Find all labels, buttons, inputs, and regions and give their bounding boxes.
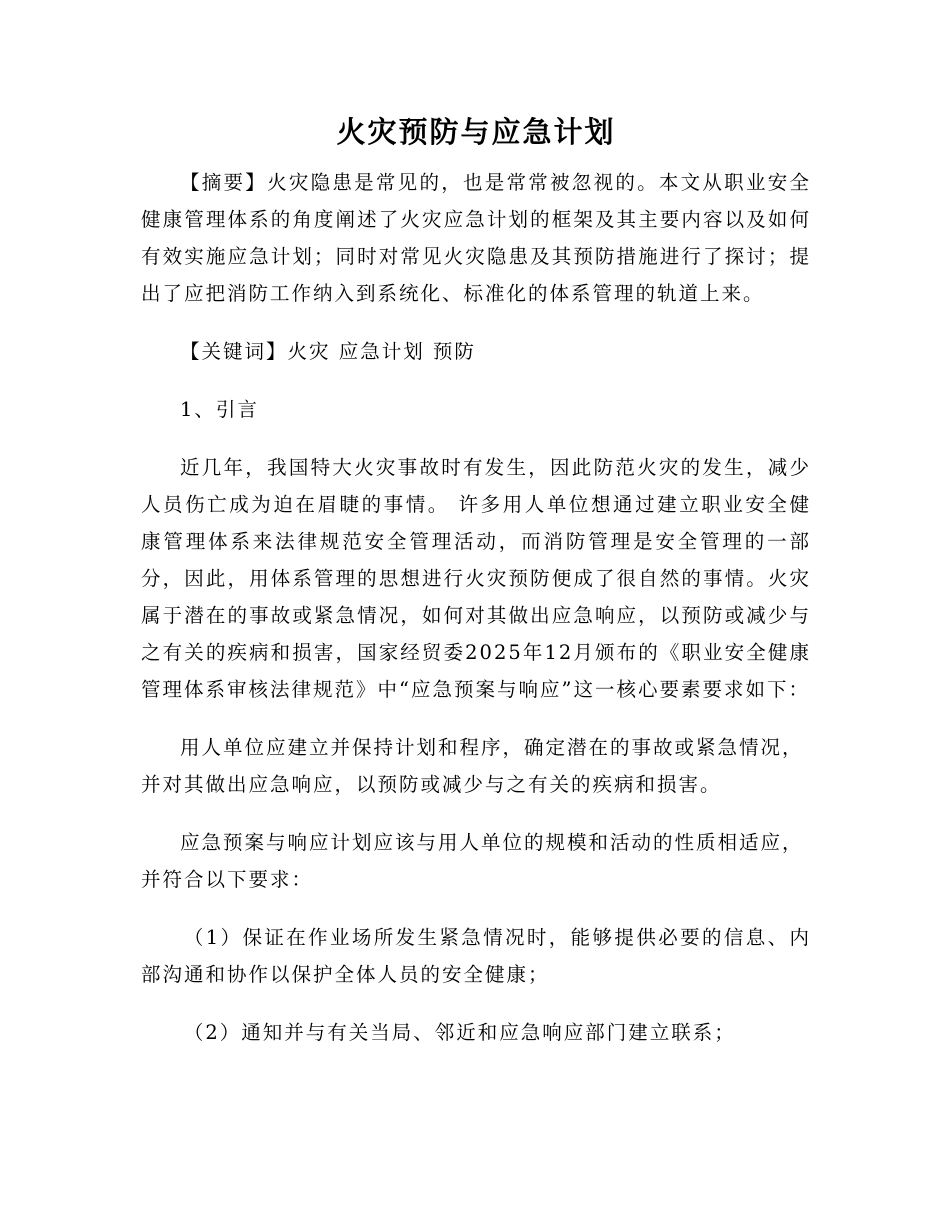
introduction-paragraph: 近几年，我国特大火灾事故时有发生，因此防范火灾的发生，减少人员伤亡成为迫在眉睫的事情。 许多用人单位想通过建立职业安全健康管理体系来法律规范安全管理活动，而消防管理是安全管理的一部分，因此，用体系管理的思想进行火灾预防便成了很自然的事情。火灾属于潜在的事故或紧急情况，如何对其做出应急响应，以预防或减少与之有关的疾病和损害，国家经贸委2025年12月颁布的《职业安全健康管理体系审核法律规范》中“应急预案与响应”这一核心要素要求如下： [141, 456, 811, 701]
section-heading-introduction: 1、引言 [180, 398, 259, 421]
requirement-paragraph: 用人单位应建立并保持计划和程序，确定潜在的事故或紧急情况，并对其做出应急响应，以预防或减少与之有关的疾病和损害。 [141, 736, 804, 796]
plan-paragraph: 应急预案与响应计划应该与用人单位的规模和活动的性质相适应，并符合以下要求： [141, 831, 804, 891]
list-item-2: （2）通知并与有关当局、邻近和应急响应部门建立联系； [183, 1021, 736, 1044]
document-title: 火灾预防与应急计划 [336, 115, 616, 149]
abstract-paragraph: 【摘要】火灾隐患是常见的，也是常常被忽视的。本文从职业安全健康管理体系的角度阐述了火灾应急计划的框架及其主要内容以及如何有效实施应急计划；同时对常见火灾隐患及其预防措施进行了探讨；提出了应把消防工作纳入到系统化、标准化的体系管理的轨道上来。 [141, 171, 811, 305]
keywords-paragraph: 【关键词】火灾 应急计划 预防 [180, 340, 476, 363]
document-body [141, 106, 811, 1072]
list-item-1: （1）保证在作业场所发生紧急情况时，能够提供必要的信息、内部沟通和协作以保护全体人员的安全健康； [141, 926, 811, 986]
